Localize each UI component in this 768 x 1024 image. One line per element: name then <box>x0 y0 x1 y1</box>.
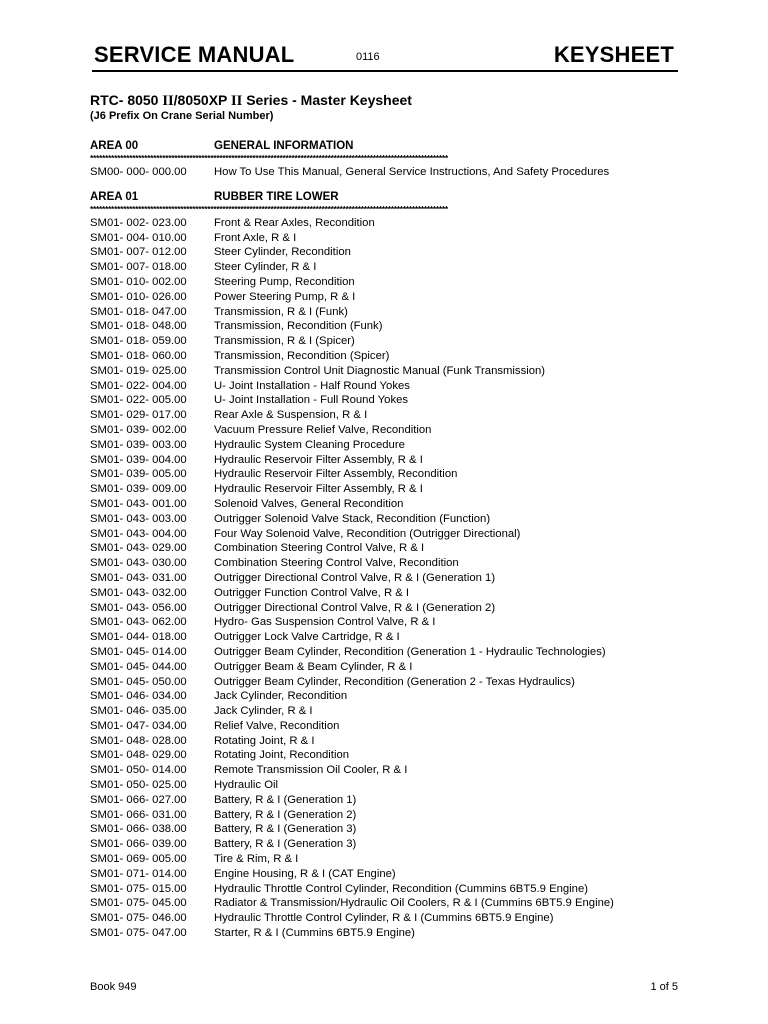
entry-description: U- Joint Installation - Half Round Yokes <box>214 379 410 392</box>
list-item <box>90 911 690 926</box>
title-prefix: RTC- 8050 <box>90 92 163 108</box>
entry-code: SM01- 039- 002.00 <box>90 423 187 436</box>
entry-code: SM01- 075- 045.00 <box>90 897 187 910</box>
entry-code: SM01- 050- 025.00 <box>90 779 187 792</box>
entry-code: SM01- 050- 014.00 <box>90 764 187 777</box>
list-item <box>90 615 690 630</box>
entry-description: Engine Housing, R & I (CAT Engine) <box>214 867 396 880</box>
entry-description: Rotating Joint, Recondition <box>214 749 350 762</box>
entry-code: SM01- 018- 060.00 <box>90 349 187 362</box>
entry-description: Hydro- Gas Suspension Control Valve, R & I <box>214 616 436 629</box>
entry-code: SM00- 000- 000.00 <box>90 166 187 178</box>
entry-code: SM01- 007- 012.00 <box>90 246 187 259</box>
list-item <box>90 689 690 704</box>
entry-code: SM01- 043- 001.00 <box>90 497 187 510</box>
area-code: AREA 01 <box>90 190 139 203</box>
entry-description: Radiator & Transmission/Hydraulic Oil Coolers, R & I (Cummins 6BT5.9 Engine) <box>214 897 614 910</box>
entry-code: SM01- 039- 005.00 <box>90 468 187 481</box>
entry-code: SM01- 043- 003.00 <box>90 512 187 525</box>
entry-code: SM01- 075- 046.00 <box>90 912 187 925</box>
entry-description: Steer Cylinder, Recondition <box>214 246 351 259</box>
entry-description: Relief Valve, Recondition <box>214 719 340 732</box>
list-item <box>90 467 690 482</box>
area-code: AREA 00 <box>90 140 139 152</box>
entry-code: SM01- 044- 018.00 <box>90 631 187 644</box>
entry-code: SM01- 018- 059.00 <box>90 335 187 348</box>
list-item <box>90 675 690 690</box>
header-title-left: SERVICE MANUAL <box>94 42 295 67</box>
entry-code: SM01- 043- 031.00 <box>90 571 187 584</box>
entry-code: SM01- 043- 062.00 <box>90 616 187 629</box>
entry-code: SM01- 069- 005.00 <box>90 853 187 866</box>
list-item <box>90 704 690 719</box>
entry-code: SM01- 045- 044.00 <box>90 660 187 673</box>
list-item <box>90 808 690 823</box>
entry-description: Rear Axle & Suspension, R & I <box>214 409 368 422</box>
list-item <box>90 393 690 408</box>
area-section <box>90 139 690 180</box>
entry-description: Hydraulic Throttle Control Cylinder, Recondition (Cummins 6BT5.9 Engine) <box>214 882 589 895</box>
entry-code: SM01- 066- 027.00 <box>90 793 187 806</box>
entry-description: Front & Rear Axles, Recondition <box>214 216 375 229</box>
title-mid: /8050XP <box>173 92 232 108</box>
entry-code: SM01- 039- 004.00 <box>90 453 187 466</box>
entry-code: SM01- 039- 009.00 <box>90 483 187 496</box>
list-item <box>90 216 690 231</box>
list-item <box>90 645 690 660</box>
document-content <box>90 91 690 941</box>
entry-code: SM01- 029- 017.00 <box>90 409 187 422</box>
list-item <box>90 408 690 423</box>
entry-description: Four Way Solenoid Valve, Recondition (Outrigger Directional) <box>214 527 521 540</box>
list-item <box>90 763 690 778</box>
entry-code: SM01- 043- 004.00 <box>90 527 187 540</box>
entry-code: SM01- 045- 050.00 <box>90 675 187 688</box>
entry-description: Transmission, Recondition (Spicer) <box>214 349 390 362</box>
entry-code: SM01- 066- 039.00 <box>90 838 187 851</box>
list-item <box>90 453 690 468</box>
entry-description: Combination Steering Control Valve, Recondition <box>214 557 459 570</box>
list-item <box>90 541 690 556</box>
entry-code: SM01- 046- 035.00 <box>90 705 187 718</box>
entry-description: Hydraulic Throttle Control Cylinder, R & I (Cummins 6BT5.9 Engine) <box>214 912 554 925</box>
entry-code: SM01- 043- 029.00 <box>90 542 187 555</box>
entry-code: SM01- 075- 015.00 <box>90 882 187 895</box>
entry-description: Transmission, R & I (Funk) <box>214 305 348 318</box>
list-item <box>90 586 690 601</box>
list-item <box>90 512 690 527</box>
list-item <box>90 497 690 512</box>
entry-description: Outrigger Directional Control Valve, R & I (Generation 1) <box>214 571 496 584</box>
entry-description: Transmission, Recondition (Funk) <box>214 320 383 333</box>
entry-description: Transmission, R & I (Spicer) <box>214 335 355 348</box>
list-item <box>90 319 690 334</box>
entry-description: Solenoid Valves, General Recondition <box>214 497 404 510</box>
entry-description: Jack Cylinder, R & I <box>214 705 313 718</box>
list-item <box>90 793 690 808</box>
list-item <box>90 527 690 542</box>
list-item <box>90 837 690 852</box>
entry-code: SM01- 018- 048.00 <box>90 320 187 333</box>
area-section <box>90 190 690 941</box>
entry-description: Power Steering Pump, R & I <box>214 290 356 303</box>
entry-code: SM01- 048- 029.00 <box>90 749 187 762</box>
entry-description: Hydraulic Reservoir Filter Assembly, R & I <box>214 483 423 496</box>
entry-description: Remote Transmission Oil Cooler, R & I <box>214 764 408 777</box>
footer-book: Book 949 <box>90 981 137 993</box>
list-item <box>90 438 690 453</box>
entry-description: Steer Cylinder, R & I <box>214 261 317 274</box>
entry-description: Battery, R & I (Generation 3) <box>214 838 357 851</box>
entry-code: SM01- 045- 014.00 <box>90 645 187 658</box>
entry-code: SM01- 010- 002.00 <box>90 275 187 288</box>
list-item <box>90 571 690 586</box>
entry-description: Outrigger Beam & Beam Cylinder, R & I <box>214 660 413 673</box>
entry-description: Outrigger Solenoid Valve Stack, Recondition (Function) <box>214 512 491 525</box>
entry-description: Hydraulic Reservoir Filter Assembly, Recondition <box>214 468 458 481</box>
list-item <box>90 305 690 320</box>
entry-description: Outrigger Lock Valve Cartridge, R & I <box>214 631 400 644</box>
entry-description: Steering Pump, Recondition <box>214 275 355 288</box>
entry-description: Starter, R & I (Cummins 6BT5.9 Engine) <box>214 927 415 940</box>
entry-code: SM01- 019- 025.00 <box>90 364 187 377</box>
list-item <box>90 660 690 675</box>
entry-description: Battery, R & I (Generation 2) <box>214 808 357 821</box>
entry-code: SM01- 022- 004.00 <box>90 379 187 392</box>
list-item <box>90 882 690 897</box>
list-item <box>90 734 690 749</box>
entry-description: Hydraulic Reservoir Filter Assembly, R & I <box>214 453 423 466</box>
entry-description: How To Use This Manual, General Service Instructions, And Safety Procedures <box>214 166 610 178</box>
list-item <box>90 482 690 497</box>
list-item <box>90 926 690 941</box>
entry-description: Combination Steering Control Valve, R & I <box>214 542 425 555</box>
entry-code: SM01- 071- 014.00 <box>90 867 187 880</box>
entry-code: SM01- 039- 003.00 <box>90 438 187 451</box>
entry-code: SM01- 066- 038.00 <box>90 823 187 836</box>
list-item <box>90 349 690 364</box>
entry-code: SM01- 043- 056.00 <box>90 601 187 614</box>
entry-code: SM01- 007- 018.00 <box>90 261 187 274</box>
title-roman-1: II <box>162 93 174 109</box>
list-item <box>90 364 690 379</box>
entry-code: SM01- 002- 023.00 <box>90 216 187 229</box>
page-header <box>92 40 678 72</box>
list-item <box>90 822 690 837</box>
area-name: RUBBER TIRE LOWER <box>214 190 339 203</box>
entry-code: SM01- 018- 047.00 <box>90 305 187 318</box>
entry-description: Hydraulic System Cleaning Procedure <box>214 438 405 451</box>
document-title <box>90 91 690 109</box>
list-item <box>90 245 690 260</box>
list-item <box>90 601 690 616</box>
list-item <box>90 275 690 290</box>
entry-code: SM01- 004- 010.00 <box>90 231 187 244</box>
entry-code: SM01- 047- 034.00 <box>90 719 187 732</box>
entry-code: SM01- 022- 005.00 <box>90 394 187 407</box>
title-roman-2: II <box>231 93 243 109</box>
list-item <box>90 852 690 867</box>
entry-code: SM01- 043- 030.00 <box>90 557 187 570</box>
entry-list <box>90 216 690 941</box>
entry-description: Outrigger Beam Cylinder, Recondition (Generation 1 - Hydraulic Technologies) <box>214 645 606 658</box>
list-item <box>90 165 690 180</box>
list-item <box>90 896 690 911</box>
entry-description: Outrigger Beam Cylinder, Recondition (Generation 2 - Texas Hydraulics) <box>214 675 575 688</box>
entry-code: SM01- 010- 026.00 <box>90 290 187 303</box>
area-heading <box>90 139 690 153</box>
entry-code: SM01- 075- 047.00 <box>90 927 187 940</box>
entry-description: Jack Cylinder, Recondition <box>214 690 348 703</box>
title-suffix: Series - Master Keysheet <box>242 92 412 108</box>
list-item <box>90 231 690 246</box>
entry-description: Outrigger Function Control Valve, R & I <box>214 586 410 599</box>
area-name: GENERAL INFORMATION <box>214 140 354 152</box>
list-item <box>90 719 690 734</box>
list-item <box>90 423 690 438</box>
list-item <box>90 379 690 394</box>
entry-description: Front Axle, R & I <box>214 231 297 244</box>
entry-code: SM01- 046- 034.00 <box>90 690 187 703</box>
list-item <box>90 867 690 882</box>
list-item <box>90 290 690 305</box>
list-item <box>90 334 690 349</box>
list-item <box>90 556 690 571</box>
list-item <box>90 630 690 645</box>
entry-description: Battery, R & I (Generation 1) <box>214 793 357 806</box>
entry-description: Tire & Rim, R & I <box>214 853 299 866</box>
entry-description: Hydraulic Oil <box>214 779 279 792</box>
entry-description: Outrigger Directional Control Valve, R & I (Generation 2) <box>214 601 496 614</box>
header-code: 0116 <box>356 51 380 63</box>
list-item <box>90 748 690 763</box>
entry-code: SM01- 043- 032.00 <box>90 586 187 599</box>
area-heading <box>90 190 690 204</box>
list-item <box>90 778 690 793</box>
entry-description: Rotating Joint, R & I <box>214 734 315 747</box>
entry-description: Transmission Control Unit Diagnostic Manual (Funk Transmission) <box>214 364 546 377</box>
header-title-right: KEYSHEET <box>553 42 674 67</box>
area-sections <box>90 139 690 941</box>
separator-line: *********************************************************************************************************************** <box>90 203 448 214</box>
separator-line: *********************************************************************************************************************** <box>90 153 448 163</box>
entry-code: SM01- 066- 031.00 <box>90 808 187 821</box>
entry-list <box>90 165 690 180</box>
entry-code: SM01- 048- 028.00 <box>90 734 187 747</box>
entry-description: Vacuum Pressure Relief Valve, Recondition <box>214 423 432 436</box>
list-item <box>90 260 690 275</box>
document-subtitle: (J6 Prefix On Crane Serial Number) <box>90 110 274 122</box>
entry-description: U- Joint Installation - Full Round Yokes <box>214 394 409 407</box>
footer-page-number: 1 of 5 <box>650 981 678 993</box>
entry-description: Battery, R & I (Generation 3) <box>214 823 357 836</box>
